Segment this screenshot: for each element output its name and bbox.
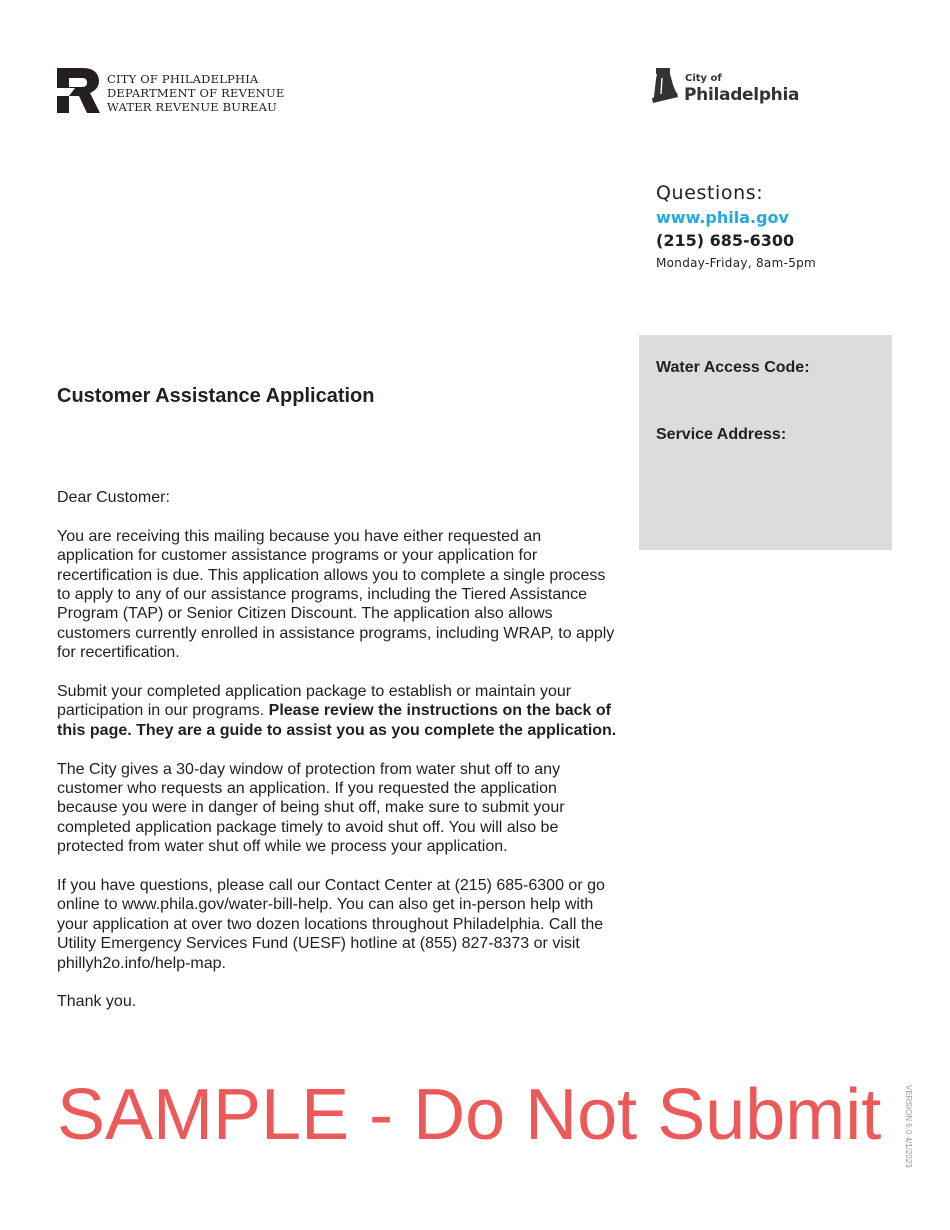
sample-watermark: SAMPLE - Do Not Submit [57,1075,882,1155]
letter-paragraph [57,682,617,740]
letter-paragraph: The City gives a 30-day window of protection from water shut off to any customer who requests an application. If you requested the application because you were in danger of being shut off, make sure to submit your completed application package timely to avoid shut off. You will also be protected from water shut off while we process your application. [57,760,565,856]
paragraph-bold-text: Please review the instructions on the back of this page. They are a guide to assist you as you complete the application. [57,702,617,739]
page-title: Customer Assistance Application [57,385,375,407]
revenue-line-department: DEPARTMENT OF REVENUE [107,86,285,100]
revenue-logo-icon [57,68,101,113]
version-label: VERSION 6.0 4/1/2023 [904,1085,913,1168]
service-address-label: Service Address: [656,426,787,443]
letter-greeting: Dear Customer: [57,489,170,506]
revenue-line-city: CITY OF PHILADELPHIA [107,72,259,86]
water-access-code-label: Water Access Code: [656,359,810,376]
revenue-line-bureau: WATER REVENUE BUREAU [107,100,278,114]
revenue-bureau-name [107,72,284,114]
account-info-box [639,335,892,550]
office-hours: Monday-Friday, 8am-5pm [656,256,817,270]
phone-number: (215) 685-6300 [656,231,795,250]
city-logo-small-text: City of [685,73,722,84]
letter-paragraph: If you have questions, please call our Contact Center at (215) 685-6300 or go online to www.phila.gov/water-bill-help. You can also get in-person help with your application at over two dozen locations throughout Philadelphia. Call the Utility Emergency Services Fund (UESF) hotline at (855) 827-8373 or visit phillyh2o.info/help-map. [57,877,605,972]
questions-contact-block [656,182,816,270]
letter-paragraph: You are receiving this mailing because you have either requested an application for customer assistance programs or your application for recertification is due. This application allows you to complete a single process to apply to any of our assistance programs, including the Tiered Assistance Program (TAP) or Senior Citizen Discount. The application also allows customers currently enrolled in assistance programs, including WRAP, to apply for recertification. [57,527,615,662]
paragraph-text: Submit your completed application package to establish or maintain your participation in our programs. [57,683,572,720]
letter-body [57,488,617,1031]
city-logo-large-text: Philadelphia [684,85,800,105]
liberty-bell-icon [650,68,680,104]
questions-heading: Questions: [656,182,764,204]
letter-closing: Thank you. [57,993,137,1011]
website-link[interactable]: www.phila.gov [656,208,789,227]
